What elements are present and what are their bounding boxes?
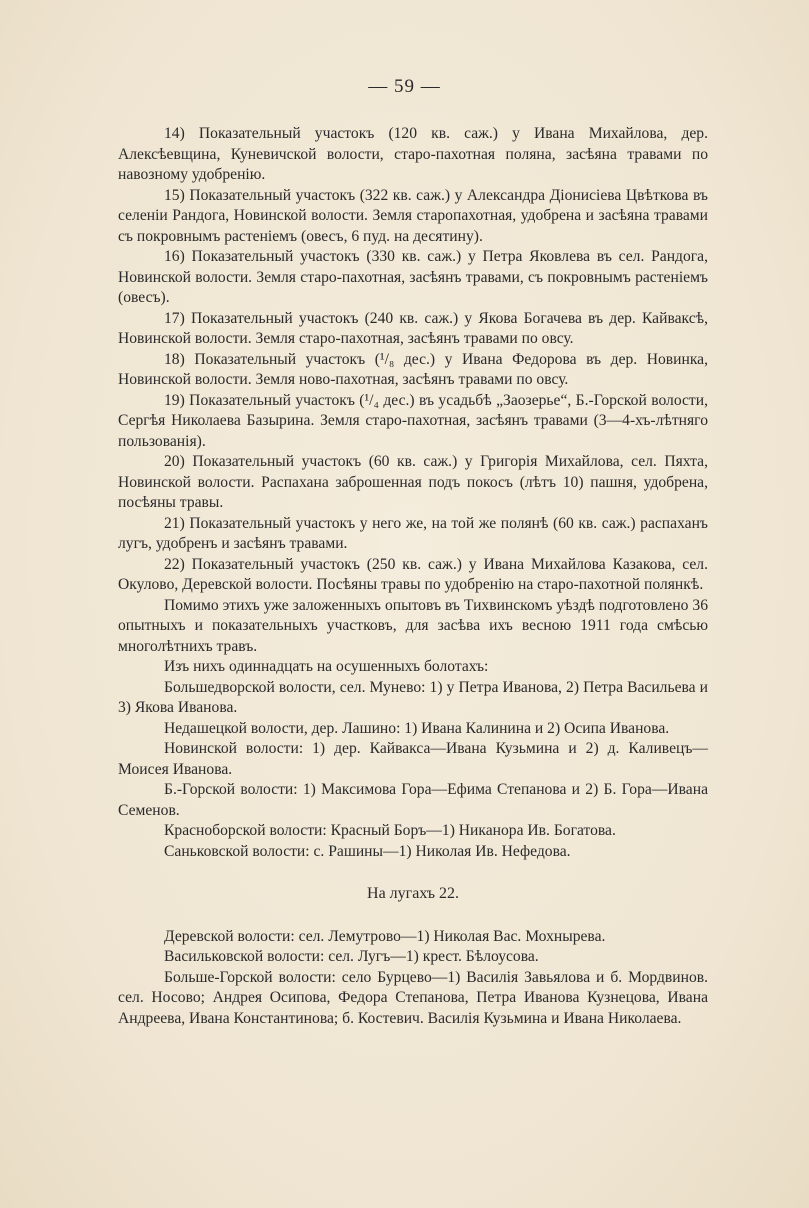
paragraph-prepared-plots: Помимо этихъ уже заложенныхъ опытовъ въ Тихвинскомъ уѣздѣ подготовлено 36 опытныхъ и показательныхъ участковъ, для засѣва ихъ весною 1911 года смѣсью многолѣтнихъ травъ. [118, 596, 708, 655]
paragraph-drained-bogs: Изъ нихъ одиннадцать на осушенныхъ болотахъ: [164, 658, 489, 675]
paragraph-21: 21) Показательный участокъ у него же, на той же полянѣ (60 кв. саж.) распаханъ лугъ, удобренъ и засѣянъ травами. [118, 514, 708, 552]
paragraph-bolshe-gorskaya: Больше-Горской волости: село Бурцево—1) Василія Завьялова и б. Мордвинов. сел. Носово; Андрея Осипова, Федора Степанова, Петра Иванова Кузнецова, Ивана Андреева, Ивана Константинова; б. Костевич. Василія Кузьмина и Ивана Николаева. [118, 968, 708, 1027]
paragraph-22: 22) Показательный участокъ (250 кв. саж.) у Ивана Михайлова Казакова, сел. Окулово, Деревской волости. Посѣяны травы по удобренію на старо-пахотной полянкѣ. [118, 555, 708, 593]
paragraph-novinskaya: Новинской волости: 1) дер. Кайвакса—Ивана Кузьмина и 2) д. Каливецъ—Моисея Иванова. [118, 740, 708, 778]
paragraph-20: 20) Показательный участокъ (60 кв. саж.) у Григорія Михайлова, сел. Пяхта, Новинской волости. Распахана заброшенная подъ покосъ (лѣтъ 10) пашня, удобрена, посѣяны травы. [118, 453, 708, 511]
paragraph-derevskaya: Деревской волости: сел. Лемутрово—1) Николая Вас. Мохнырева. [164, 927, 606, 945]
paragraph-bolshedvorskaya: Большедворской волости, сел. Мунево: 1) у Петра Иванова, 2) Петра Васильева и 3) Якова Иванова. [118, 678, 708, 716]
paragraph-16: 16) Показательный участокъ (330 кв. саж.) у Петра Яковлева въ сел. Рандога, Новинской волости. Земля старо-пахотная, засѣянъ травами, съ покровнымъ растеніемъ (овесъ). [118, 248, 708, 306]
paragraph-b-gorskaya: Б.-Горской волости: 1) Максимова Гора—Ефима Степанова и 2) Б. Гора—Ивана Семенов. [118, 781, 708, 819]
paragraph-vasilkovskaya: Васильковской волости: сел. Лугъ—1) крест. Бѣлоусова. [164, 948, 539, 965]
paragraph-krasnoborskaya: Красноборской волости: Красный Боръ—1) Никанора Ив. Богатова. [164, 822, 616, 839]
paragraph-nedashetskaya: Недашецкой волости, дер. Лашино: 1) Ивана Калинина и 2) Осипа Иванова. [164, 719, 670, 737]
paragraph-19: 19) Показательный участокъ (¹/₄ дес.) въ усадьбѣ „Заозерье“, Б.-Горской волости, Сергѣя Николаева Базырина. Земля старо-пахотная, засѣянъ травами (3—4-хъ-лѣтняго пользованія). [118, 391, 708, 450]
page-number: — 59 — [368, 76, 441, 97]
page-body [118, 124, 708, 1029]
paragraph-sankovskaya: Саньковской волости: с. Рашины—1) Николая Ив. Нефедова. [164, 842, 571, 860]
paragraph-17: 17) Показательный участокъ (240 кв. саж.) у Якова Богачева въ дер. Кайваксѣ, Новинской волости. Земля старо-пахотная, засѣянъ травами по овсу. [118, 309, 708, 347]
section-heading: На лугахъ 22. [367, 885, 459, 902]
paragraph-18: 18) Показательный участокъ (¹/₈ дес.) у Ивана Федорова въ дер. Новинка, Новинской волости. Земля ново-пахотная, засѣянъ травами по овсу. [118, 350, 708, 388]
paragraph-15: 15) Показательный участокъ (322 кв. саж.) у Александра Діонисіева Цвѣткова въ селеніи Рандога, Новинской волости. Земля старопахотная, удобрена и засѣяна травами съ покровнымъ растеніемъ (овесъ, 6 пуд. на десятину). [118, 186, 708, 245]
paragraph-14: 14) Показательный участокъ (120 кв. саж.) у Ивана Михайлова, дер. Алексѣевщина, Куневичской волости, старо-пахотная поляна, засѣяна травами по навозному удобренію. [118, 125, 708, 183]
